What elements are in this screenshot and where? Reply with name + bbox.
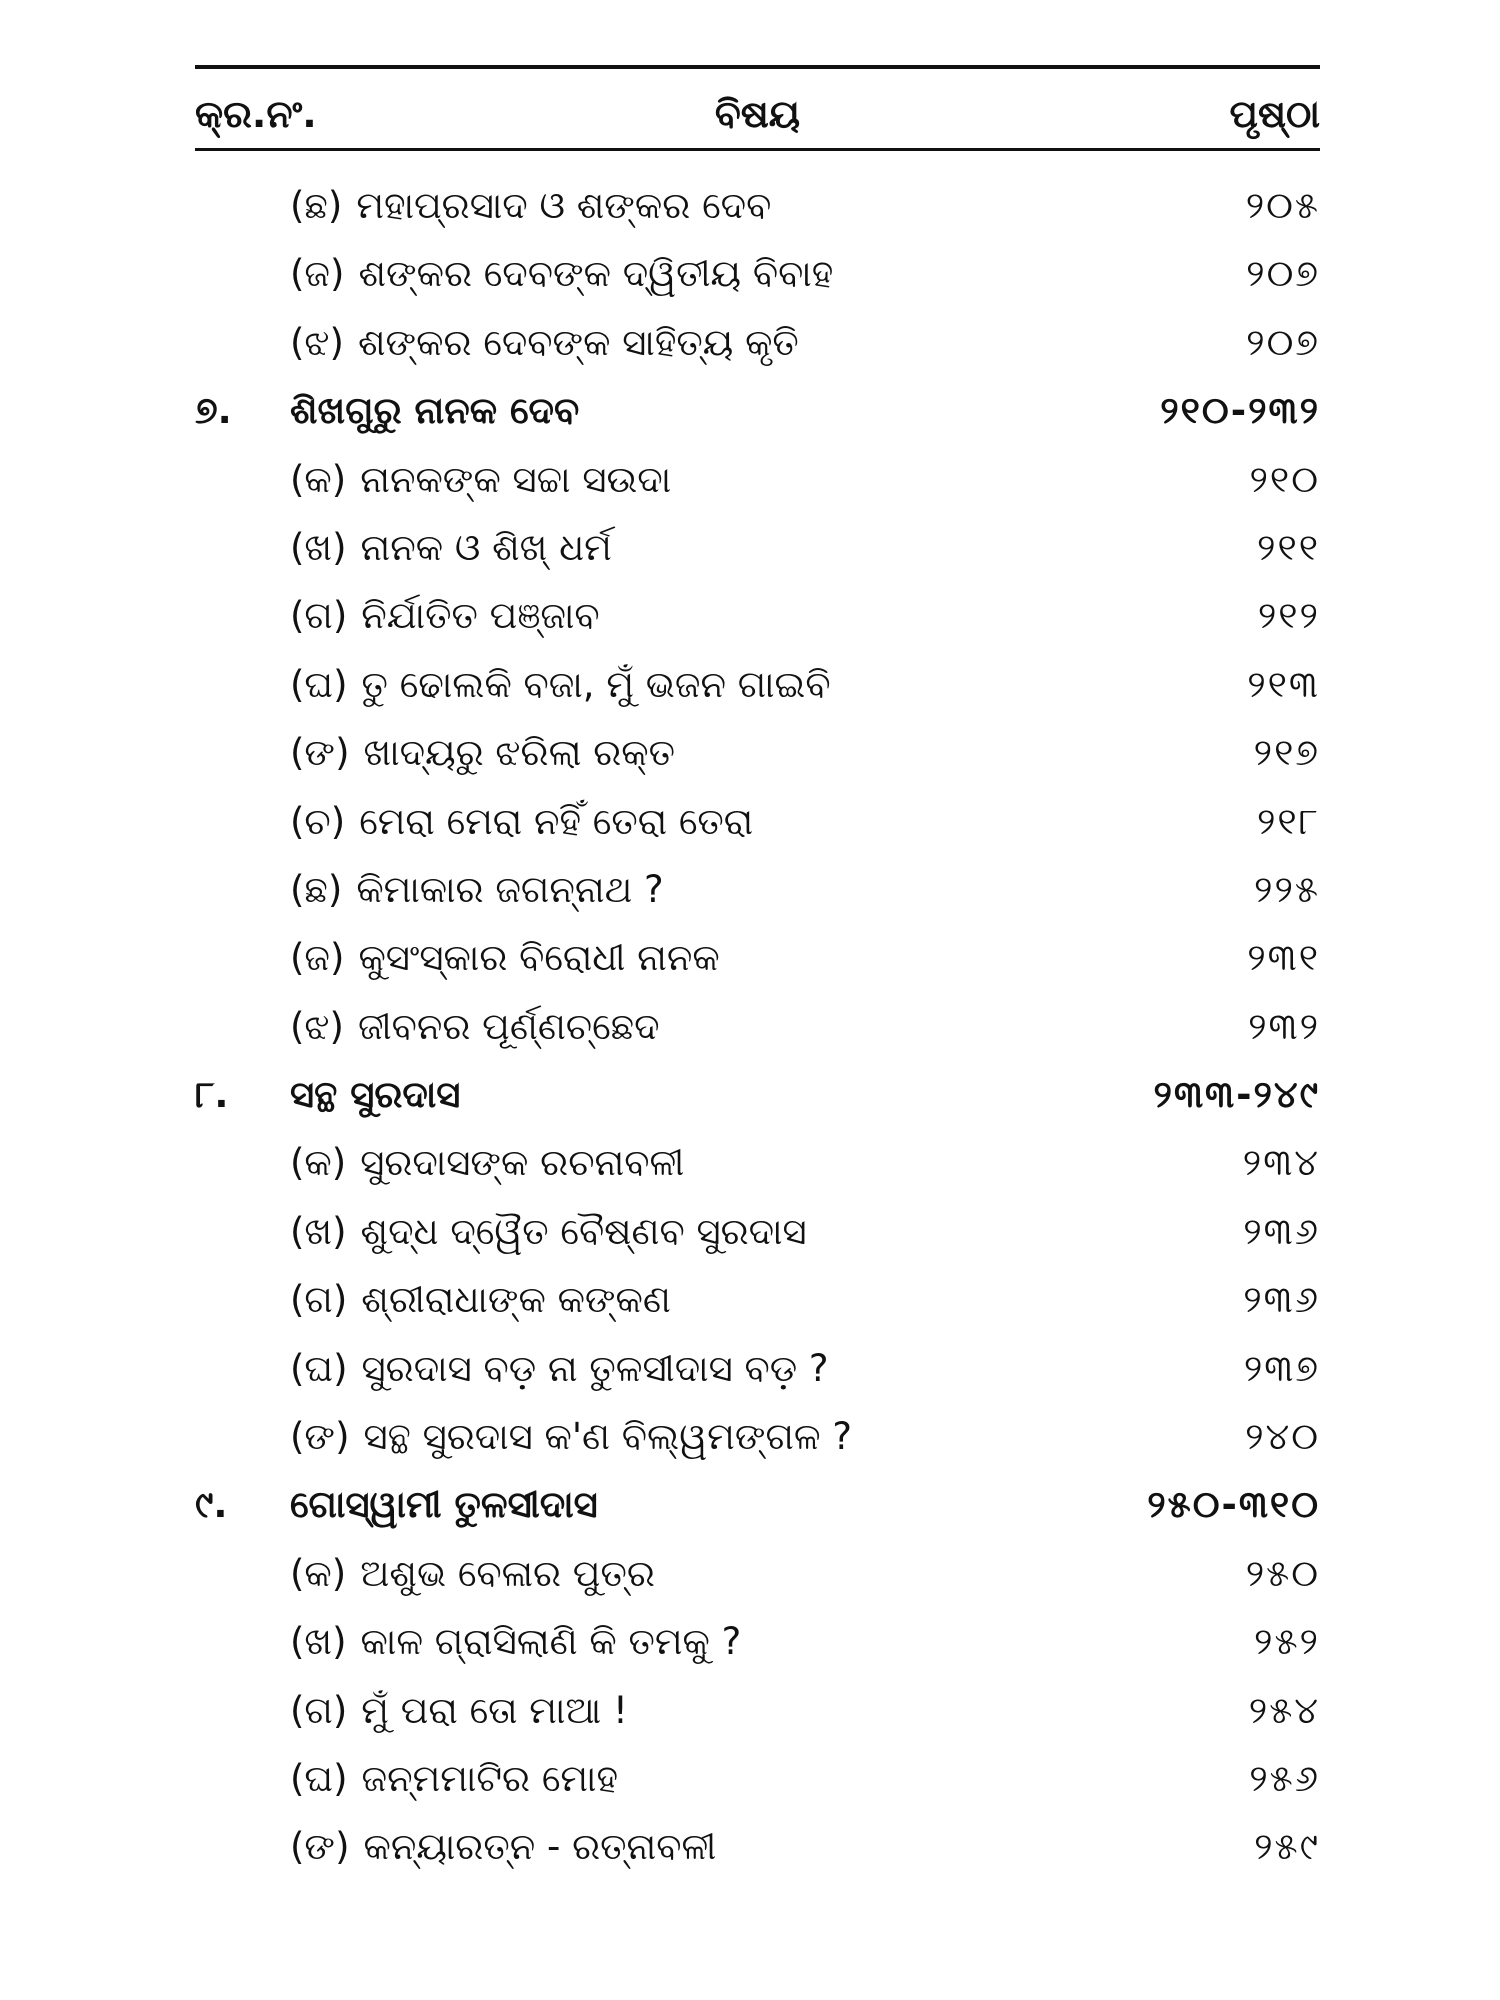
- subtopic-marker: (ଚ): [290, 799, 346, 843]
- page-number: ୨୩୬: [1243, 1209, 1320, 1253]
- entry-title: ଗୋସ୍ୱାମୀ ତୁଳସୀଦାସ: [290, 1483, 598, 1527]
- chapter-number: ୭.: [195, 389, 232, 433]
- page-number: ୨୫୦: [1245, 1551, 1320, 1595]
- subtopic-marker: (ଝ): [290, 1004, 344, 1048]
- subtopic-row: [195, 1813, 1320, 1881]
- subtopic-row: [195, 309, 1320, 377]
- entry-title: ମୁଁ ପରା ତୋ ମାଆ !: [361, 1688, 628, 1732]
- subtopic-marker: (ଙ): [290, 1415, 350, 1459]
- subtopic-marker: (ଗ): [290, 594, 348, 638]
- entry-title: ତୁ ଢୋଲକି ବଜା, ମୁଁ ଭଜନ ଗାଇବି: [361, 662, 831, 706]
- subtopic-row: [195, 651, 1320, 719]
- entry-title: ଶୁଦ୍ଧ ଦ୍ୱୈତ ବୈଷ୍ଣବ ସୁରଦାସ: [360, 1209, 807, 1253]
- chapter-number: ୯.: [195, 1483, 228, 1527]
- page-number: ୨୩୪: [1242, 1141, 1320, 1185]
- entry-label: [290, 1677, 628, 1745]
- chapter-row: [195, 1471, 1320, 1539]
- subtopic-row: [195, 1403, 1320, 1471]
- page-number: ୨୫୦-୩୧୦: [1147, 1483, 1320, 1527]
- chapter-row: [195, 377, 1320, 445]
- entry-title: ସନ୍ଥ ସୁରଦାସ କ'ଣ ବିଲ୍ୱମଙ୍ଗଳ ?: [363, 1415, 852, 1459]
- entry-label: [290, 651, 831, 719]
- header-page-label: ପୃଷ୍ଠା: [1229, 92, 1320, 136]
- entry-label: [290, 1198, 807, 1266]
- page-number: ୨୧୮: [1256, 799, 1320, 843]
- entry-label: [290, 240, 833, 308]
- subtopic-marker: (ଗ): [290, 1278, 348, 1322]
- subtopic-row: [195, 1198, 1320, 1266]
- entry-title: ଜନ୍ମମାଟିର ମୋହ: [361, 1756, 619, 1800]
- entry-title: ନିର୍ଯାତିତ ପଞ୍ଜାବ: [361, 594, 600, 638]
- entry-title: କାଳ ଗ୍ରାସିଲାଣି କି ତମକୁ ?: [360, 1620, 742, 1664]
- subtopic-row: [195, 446, 1320, 514]
- entry-title: ନାନକଙ୍କ ସଚ୍ଚା ସଉଦା: [360, 457, 672, 501]
- subtopic-marker: (ଘ): [290, 1346, 348, 1390]
- page-number: ୨୧୧: [1257, 525, 1320, 569]
- header-bottom-rule: [195, 148, 1320, 151]
- entry-label: [290, 514, 612, 582]
- entry-label: [290, 1471, 598, 1539]
- page-number: ୨୩୬: [1243, 1278, 1320, 1322]
- subtopic-row: [195, 993, 1320, 1061]
- subtopic-row: [195, 856, 1320, 924]
- page-number: ୨୧୦-୨୩୨: [1160, 389, 1320, 433]
- entry-label: [290, 309, 799, 377]
- subtopic-row: [195, 1608, 1320, 1676]
- subtopic-marker: (ଜ): [290, 252, 345, 296]
- page-number: ୨୫୯: [1254, 1825, 1320, 1869]
- page-number: ୨୩୩-୨୪୯: [1153, 1073, 1320, 1117]
- subtopic-marker: (ଘ): [290, 1756, 348, 1800]
- subtopic-row: [195, 788, 1320, 856]
- page-number: ୨୨୫: [1254, 867, 1320, 911]
- header-number-label: କ୍ର.ନଂ.: [195, 92, 317, 136]
- entry-title: ଶିଖଗୁରୁ ନାନକ ଦେବ: [290, 389, 580, 433]
- entry-title: ମହାପ୍ରସାଦ ଓ ଶଙ୍କର ଦେବ: [356, 184, 772, 227]
- subtopic-marker: (ଖ): [290, 1620, 347, 1664]
- subtopic-row: [195, 1540, 1320, 1608]
- entry-label: [290, 1540, 655, 1608]
- subtopic-row: [195, 514, 1320, 582]
- subtopic-row: [195, 1677, 1320, 1745]
- page-number: ୨୧୭: [1253, 731, 1320, 775]
- subtopic-marker: (କ): [290, 1141, 347, 1185]
- entry-title: ସୁରଦାସଙ୍କ ରଚନାବଳୀ: [360, 1141, 685, 1185]
- subtopic-marker: (ଝ): [290, 320, 344, 364]
- entry-label: [290, 1403, 852, 1471]
- subtopic-marker: (ଖ): [290, 1209, 347, 1253]
- subtopic-row: [195, 172, 1320, 240]
- table-header: [195, 92, 1320, 142]
- entry-label: [290, 924, 720, 992]
- contents-list: [195, 172, 1320, 1882]
- entry-title: ସୁରଦାସ ବଡ଼ ନା ତୁଳସୀଦାସ ବଡ଼ ?: [361, 1346, 829, 1390]
- entry-title: ଶଙ୍କର ଦେବଙ୍କ ସାହିତ୍ୟ କୃତି: [358, 320, 799, 364]
- entry-label: [290, 1813, 716, 1881]
- entry-title: ସନ୍ଥ ସୁରଦାସ: [290, 1073, 461, 1117]
- subtopic-row: [195, 924, 1320, 992]
- entry-label: [290, 788, 753, 856]
- entry-title: ଅଶୁଭ ବେଳାର ପୁତ୍ର: [360, 1551, 655, 1595]
- subtopic-marker: (ଙ): [290, 731, 350, 775]
- page-number: ୨୦୭: [1246, 320, 1320, 364]
- page-number: ୨୩୭: [1243, 1346, 1320, 1390]
- entry-title: କୁସଂସ୍କାର ବିରୋଧୀ ନାନକ: [358, 936, 720, 980]
- entry-title: କିମାକାର ଜଗନ୍ନାଥ ?: [356, 867, 664, 911]
- page-number: ୨୧୨: [1257, 594, 1320, 638]
- entry-label: [290, 1745, 618, 1813]
- entry-label: [290, 377, 579, 445]
- subtopic-marker: (ଗ): [290, 1688, 348, 1732]
- entry-label: [290, 1608, 741, 1676]
- entry-label: [290, 1129, 684, 1197]
- subtopic-marker: (ଙ): [290, 1825, 350, 1869]
- chapter-number: ୮.: [195, 1073, 229, 1117]
- entry-label: [290, 993, 660, 1061]
- page-number: ୨୫୨: [1254, 1620, 1320, 1664]
- entry-title: ଖାଦ୍ୟରୁ ଝରିଲା ରକ୍ତ: [363, 731, 675, 775]
- page-number: ୨୩୨: [1248, 1004, 1320, 1048]
- page-number: ୨୧୩: [1247, 662, 1320, 706]
- entry-label: [290, 1266, 671, 1334]
- entry-label: [290, 172, 771, 240]
- entry-title: କନ୍ୟାରତ୍ନ - ରତ୍ନାବଳୀ: [363, 1825, 717, 1869]
- page-number: ୨୫୬: [1249, 1756, 1320, 1800]
- subtopic-row: [195, 240, 1320, 308]
- entry-title: ନାନକ ଓ ଶିଖ୍ ଧର୍ମ: [360, 525, 612, 569]
- subtopic-marker: (କ): [290, 457, 347, 501]
- entry-title: ଶଙ୍କର ଦେବଙ୍କ ଦ୍ୱିତୀୟ ବିବାହ: [358, 252, 834, 296]
- header-subject-label: ବିଷୟ: [714, 92, 801, 136]
- subtopic-row: [195, 1745, 1320, 1813]
- entry-title: ଜୀବନର ପୂର୍ଣ୍ଣଚ୍ଛେଦ: [358, 1004, 660, 1048]
- entry-label: [290, 1335, 829, 1403]
- header-top-rule: [195, 65, 1320, 69]
- entry-label: [290, 719, 675, 787]
- subtopic-row: [195, 1129, 1320, 1197]
- page-number: ୨୫୪: [1248, 1688, 1320, 1732]
- page-number: ୨୦୫: [1245, 184, 1320, 227]
- subtopic-row: [195, 719, 1320, 787]
- subtopic-marker: (ଘ): [290, 662, 348, 706]
- subtopic-marker: (ଜ): [290, 936, 345, 980]
- entry-label: [290, 1061, 460, 1129]
- page-number: ୨୦୭: [1246, 252, 1320, 296]
- subtopic-marker: (ଖ): [290, 525, 347, 569]
- entry-title: ମେରା ମେରା ନହିଁ ତେରା ତେରା: [359, 799, 754, 843]
- page-number: ୨୧୦: [1249, 457, 1320, 501]
- subtopic-marker: (କ): [290, 1551, 347, 1595]
- page-number: ୨୪୦: [1245, 1415, 1320, 1459]
- page-number: ୨୩୧: [1247, 936, 1320, 980]
- subtopic-marker: (ଛ): [290, 867, 343, 911]
- subtopic-marker: (ଛ): [290, 184, 343, 227]
- entry-label: [290, 446, 671, 514]
- entry-label: [290, 582, 600, 650]
- subtopic-row: [195, 1266, 1320, 1334]
- entry-title: ଶ୍ରୀରାଧାଙ୍କ କଙ୍କଣ: [361, 1278, 671, 1322]
- chapter-row: [195, 1061, 1320, 1129]
- entry-label: [290, 856, 664, 924]
- subtopic-row: [195, 582, 1320, 650]
- subtopic-row: [195, 1335, 1320, 1403]
